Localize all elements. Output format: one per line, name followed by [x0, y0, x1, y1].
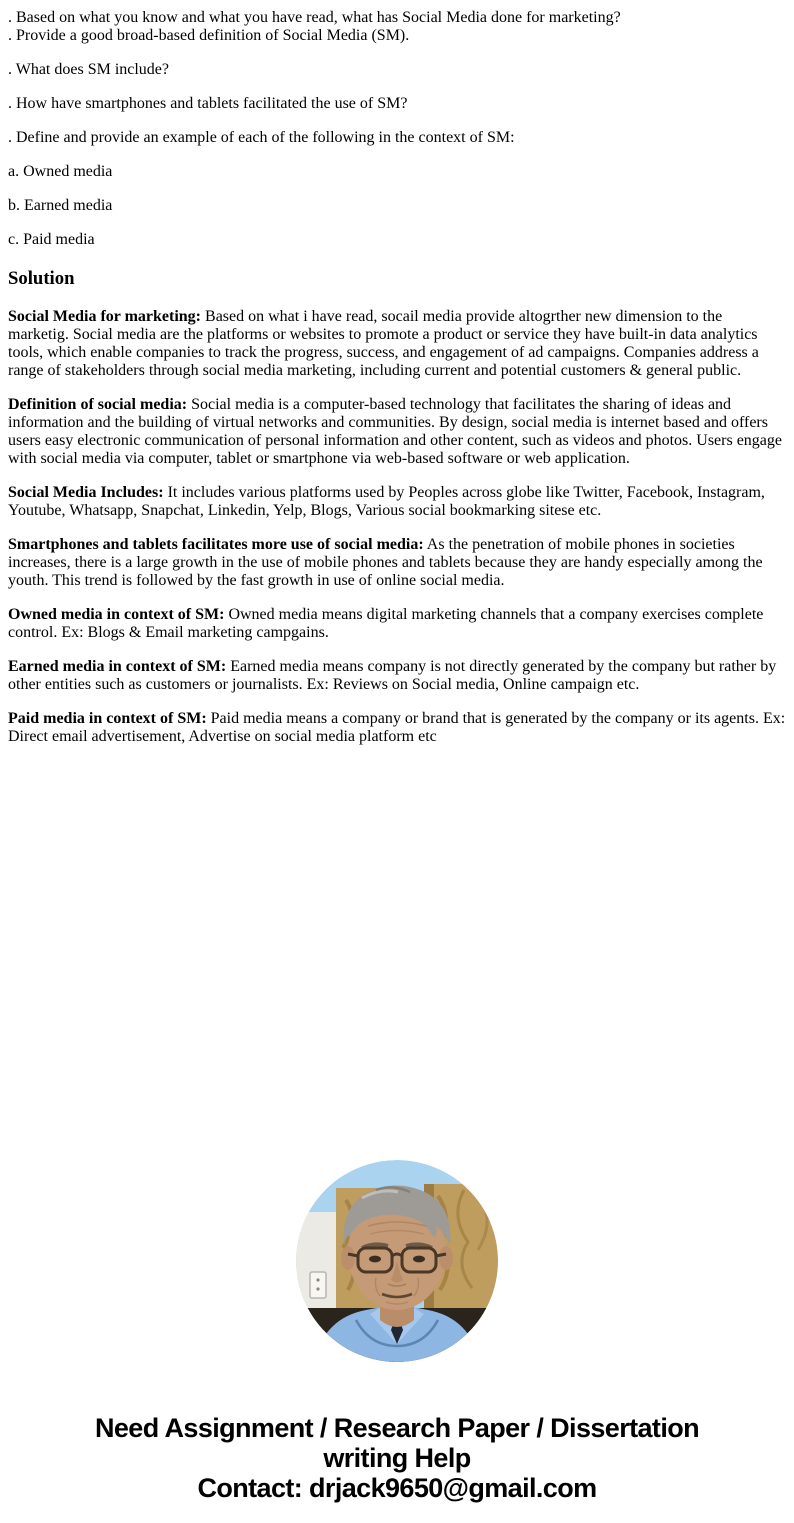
question-line: . What does SM include? [8, 61, 170, 78]
solution-paragraph-marketing [8, 308, 786, 380]
help-banner [8, 1413, 786, 1503]
paragraph-lead: Earned media in context of SM: [8, 658, 227, 675]
question-list [8, 9, 786, 249]
paragraph-lead: Owned media in context of SM: [8, 606, 225, 623]
solution-paragraph-owned-media [8, 606, 786, 642]
paragraph-text: Paid media means a company or brand that is generated by the company or its agents. Ex: Direct email advertisement, Advertise on social media platform etc [8, 710, 786, 745]
question-line: . How have smartphones and tablets facilitated the use of SM? [8, 95, 408, 112]
question-line: . Provide a good broad-based definition of Social Media (SM). [8, 27, 410, 44]
paragraph-lead: Paid media in context of SM: [8, 710, 207, 727]
solution-paragraph-earned-media [8, 658, 786, 694]
solution-paragraph-smartphones [8, 536, 786, 590]
paragraph-text: Earned media means company is not directly generated by the company but rather by other entities such as customers or journalists. Ex: Reviews on Social media, Online campaign etc. [8, 658, 777, 693]
question-subitem-c: c. Paid media [8, 231, 95, 248]
question-subitem-b: b. Earned media [8, 197, 113, 214]
question-line: . Define and provide an example of each of the following in the context of SM: [8, 129, 515, 146]
question-line: . Based on what you know and what you have read, what has Social Media done for marketing? [8, 9, 621, 26]
question-subitem-a: a. Owned media [8, 163, 113, 180]
paragraph-lead: Social Media Includes: [8, 484, 164, 501]
paragraph-text: Owned media means digital marketing channels that a company exercises complete control. Ex: Blogs & Email marketing campgains. [8, 606, 764, 641]
paragraph-lead: Definition of social media: [8, 396, 188, 413]
paragraph-text: Social media is a computer-based technology that facilitates the sharing of ideas and information and the building of virtual networks and communities. By design, social media is internet based and offers users easy electronic communication of personal information and other content, such as videos and photos. Users engage with social media via computer, tablet or smartphone via web-based software or web application. [8, 396, 782, 467]
paragraph-text: Based on what i have read, socail media provide altogrther new dimension to the marketig. Social media are the platforms or websites to promote a product or service they have built-in data analytics tools, which enable companies to track the progress, success, and engagement of ad campaigns. Companies address a range of stakeholders through social media marketing, including current and potential customers & general public. [8, 308, 759, 379]
solution-body [8, 308, 786, 746]
paragraph-text: It includes various platforms used by Peoples across globe like Twitter, Facebook, Instagram, Youtube, Whatsapp, Snapchat, Linkedin, Yelp, Blogs, Various social bookmarking sitese etc. [8, 484, 765, 519]
solution-paragraph-paid-media [8, 710, 786, 746]
solution-heading: Solution [8, 268, 75, 289]
banner-line-help: writing Help [323, 1443, 471, 1473]
instructor-headshot-avatar [296, 1160, 498, 1362]
banner-contact-email: Contact: drjack9650@gmail.com [197, 1473, 597, 1503]
paragraph-lead: Social Media for marketing: [8, 308, 202, 325]
solution-paragraph-definition [8, 396, 786, 468]
blank-spacer [8, 762, 786, 1160]
person-portrait-icon [296, 1160, 498, 1362]
solution-paragraph-includes [8, 484, 786, 520]
paragraph-lead: Smartphones and tablets facilitates more use of social media: [8, 536, 424, 553]
banner-line-services: Need Assignment / Research Paper / Dissertation [94, 1413, 700, 1443]
question-pair [8, 9, 786, 45]
paragraph-text: As the penetration of mobile phones in societies increases, there is a large growth in the use of mobile phones and tablets because they are handy especially among the youth. This trend is followed by the fast growth in use of online social media. [8, 536, 763, 589]
